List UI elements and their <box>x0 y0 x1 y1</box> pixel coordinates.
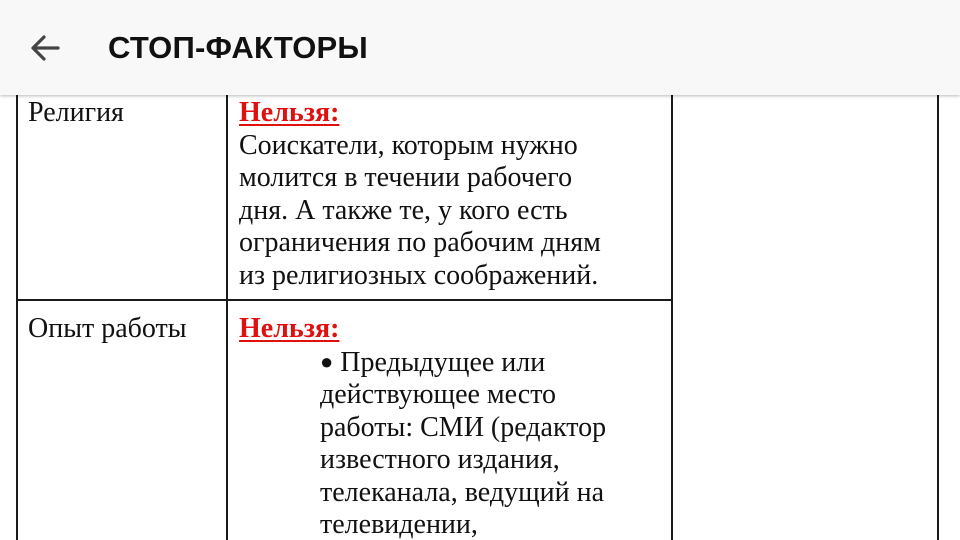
bullet-icon: ● <box>320 348 334 374</box>
table-column-divider-1 <box>226 95 228 540</box>
row-religion-label: Религия <box>28 97 124 128</box>
text-line: работы: СМИ (редактор <box>320 411 607 443</box>
text-line: известного издания, <box>320 444 560 475</box>
back-button[interactable] <box>22 26 70 70</box>
text-line: Соискатели, которым нужно <box>239 129 578 161</box>
row-religion-content <box>239 97 669 292</box>
table-border-right <box>937 95 939 540</box>
text-line: ограничения по рабочим дням <box>239 227 601 258</box>
row-experience-content <box>239 313 669 540</box>
bullet-list-item <box>239 346 669 540</box>
prohibited-label: Нельзя: <box>239 97 340 128</box>
arrow-left-icon <box>22 26 70 70</box>
text-line: Предыдущее или <box>340 346 546 378</box>
text-line: действующее место <box>320 379 557 410</box>
table-row-divider <box>16 299 672 301</box>
app-bar <box>0 0 960 95</box>
document-view[interactable] <box>0 95 960 540</box>
text-line: телевидении, <box>320 509 478 540</box>
prohibited-label: Нельзя: <box>239 313 340 344</box>
table-column-divider-2 <box>671 95 673 540</box>
text-line: дня. А также те, у кого есть <box>239 194 568 226</box>
page-title: СТОП-ФАКТОРЫ <box>108 30 368 65</box>
table-border-left <box>16 95 18 540</box>
text-line: из религиозных соображений. <box>239 259 599 291</box>
text-line: телеканала, ведущий на <box>320 476 605 508</box>
text-line: молится в течении рабочего <box>239 162 573 193</box>
row-experience-label: Опыт работы <box>28 313 187 344</box>
